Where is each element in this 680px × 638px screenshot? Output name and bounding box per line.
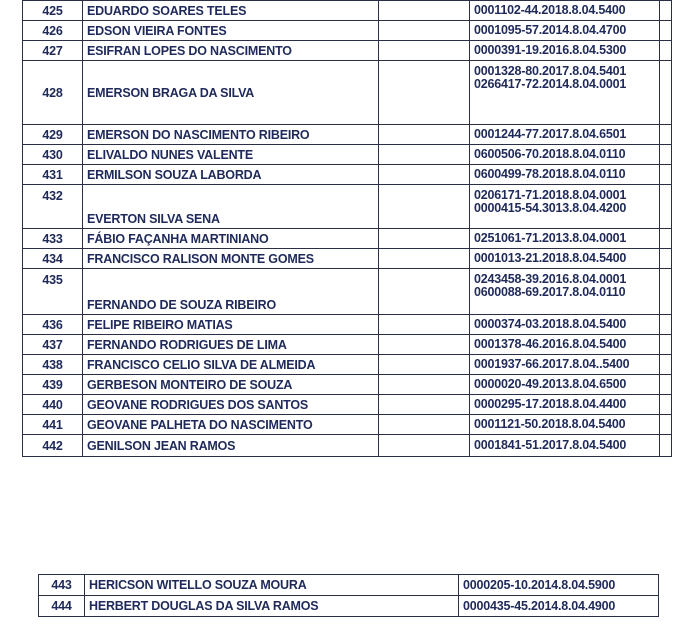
row-number: 436: [23, 315, 83, 335]
process-numbers: [470, 375, 660, 395]
records-table-continuation: [38, 574, 659, 617]
table-row: [23, 395, 672, 415]
table-row: [23, 185, 672, 229]
process-numbers: [470, 145, 660, 165]
empty-cell: [379, 415, 470, 435]
row-number: 428: [23, 61, 83, 125]
process-number: 0600088-69.2017.8.04.0110: [474, 285, 626, 299]
table-row: [23, 165, 672, 185]
empty-cell: [379, 269, 470, 315]
process-number: 0000020-49.2013.8.04.6500: [474, 377, 627, 391]
process-numbers: [470, 355, 660, 375]
table-row: [23, 415, 672, 435]
process-numbers: [470, 415, 660, 435]
empty-cell: [660, 395, 672, 415]
empty-cell: [379, 315, 470, 335]
process-number: 0001378-46.2016.8.04.5400: [474, 337, 627, 351]
records-table-main-body: [23, 1, 672, 457]
empty-cell: [379, 21, 470, 41]
process-numbers: [470, 165, 660, 185]
process-number: 0243458-39.2016.8.04.0001: [474, 272, 627, 286]
process-number: 0001102-44.2018.8.04.5400: [474, 3, 626, 17]
process-number-list: [474, 378, 655, 391]
row-number: 425: [23, 1, 83, 21]
empty-cell: [660, 61, 672, 125]
row-number: 438: [23, 355, 83, 375]
empty-cell: [660, 355, 672, 375]
process-number: 0001121-50.2018.8.04.5400: [474, 417, 626, 431]
process-number: 0001095-57.2014.8.04.4700: [474, 23, 627, 37]
process-number-list: [474, 148, 655, 161]
table-row: [23, 1, 672, 21]
process-number-list: [474, 439, 655, 452]
person-name: FERNANDO DE SOUZA RIBEIRO: [83, 269, 379, 315]
row-number: 430: [23, 145, 83, 165]
process-number-list: [474, 252, 655, 265]
empty-cell: [660, 269, 672, 315]
empty-cell: [660, 415, 672, 435]
empty-cell: [379, 165, 470, 185]
empty-cell: [660, 145, 672, 165]
person-name: EMERSON BRAGA DA SILVA: [83, 61, 379, 125]
process-numbers: [470, 335, 660, 355]
process-number: 0000205-10.2014.8.04.5900: [463, 578, 616, 592]
process-number: 0000374-03.2018.8.04.5400: [474, 317, 627, 331]
person-name: GENILSON JEAN RAMOS: [83, 435, 379, 457]
table-row: [23, 335, 672, 355]
person-name: GEOVANE PALHETA DO NASCIMENTO: [83, 415, 379, 435]
process-numbers: [470, 395, 660, 415]
person-name: FERNANDO RODRIGUES DE LIMA: [83, 335, 379, 355]
empty-cell: [379, 355, 470, 375]
table-row: [23, 125, 672, 145]
person-name: GEOVANE RODRIGUES DOS SANTOS: [83, 395, 379, 415]
process-numbers: [459, 575, 659, 596]
row-number: 444: [39, 596, 85, 617]
process-number: 0000391-19.2016.8.04.5300: [474, 43, 627, 57]
empty-cell: [660, 165, 672, 185]
table-row: [23, 41, 672, 61]
process-number: 0600506-70.2018.8.04.0110: [474, 147, 626, 161]
row-number: 435: [23, 269, 83, 315]
process-numbers: [470, 125, 660, 145]
row-number: 443: [39, 575, 85, 596]
empty-cell: [660, 21, 672, 41]
person-name: ESIFRAN LOPES DO NASCIMENTO: [83, 41, 379, 61]
table-row: [23, 315, 672, 335]
person-name: FELIPE RIBEIRO MATIAS: [83, 315, 379, 335]
row-number: 442: [23, 435, 83, 457]
person-name: GERBESON MONTEIRO DE SOUZA: [83, 375, 379, 395]
row-number: 440: [23, 395, 83, 415]
empty-cell: [379, 435, 470, 457]
process-number-list: [474, 189, 655, 215]
process-number-list: [474, 318, 655, 331]
process-number: 0600499-78.2018.8.04.0110: [474, 167, 626, 181]
process-number: 0000295-17.2018.8.04.4400: [474, 397, 627, 411]
process-number: 0251061-71.2013.8.04.0001: [474, 231, 627, 245]
row-number: 431: [23, 165, 83, 185]
process-number: 0001013-21.2018.8.04.5400: [474, 251, 627, 265]
row-number: 437: [23, 335, 83, 355]
person-name: ERMILSON SOUZA LABORDA: [83, 165, 379, 185]
process-number-list: [474, 358, 655, 371]
process-number-list: [474, 273, 655, 299]
empty-cell: [660, 125, 672, 145]
empty-cell: [379, 185, 470, 229]
process-number-list: [474, 44, 655, 57]
table-row: [39, 575, 659, 596]
records-table-continuation-body: [39, 575, 659, 617]
process-number: 0000415-54.3013.8.04.4200: [474, 201, 627, 215]
table-row: [23, 375, 672, 395]
empty-cell: [379, 1, 470, 21]
process-number: 0266417-72.2014.8.04.0001: [474, 77, 627, 91]
empty-cell: [660, 335, 672, 355]
empty-cell: [379, 249, 470, 269]
row-number: 439: [23, 375, 83, 395]
person-name: EDSON VIEIRA FONTES: [83, 21, 379, 41]
table-row: [23, 269, 672, 315]
process-number-list: [474, 128, 655, 141]
row-number: 441: [23, 415, 83, 435]
empty-cell: [379, 145, 470, 165]
table-row: [23, 229, 672, 249]
row-number: 427: [23, 41, 83, 61]
empty-cell: [379, 61, 470, 125]
empty-cell: [379, 125, 470, 145]
process-number: 0001244-77.2017.8.04.6501: [474, 127, 627, 141]
empty-cell: [660, 249, 672, 269]
process-number-list: [474, 4, 655, 17]
empty-cell: [660, 41, 672, 61]
table-row: [23, 355, 672, 375]
row-number: 433: [23, 229, 83, 249]
records-table-main: [22, 0, 672, 457]
empty-cell: [660, 375, 672, 395]
process-numbers: [470, 21, 660, 41]
table-row: [23, 145, 672, 165]
empty-cell: [660, 435, 672, 457]
process-number-list: [474, 232, 655, 245]
empty-cell: [660, 185, 672, 229]
process-number-list: [474, 338, 655, 351]
process-numbers: [459, 596, 659, 617]
empty-cell: [379, 41, 470, 61]
person-name: HERICSON WITELLO SOUZA MOURA: [85, 575, 459, 596]
process-number: 0001937-66.2017.8.04..5400: [474, 357, 630, 371]
process-numbers: [470, 1, 660, 21]
process-number: 0000435-45.2014.8.04.4900: [463, 599, 616, 613]
process-number-list: [474, 398, 655, 411]
process-number-list: [474, 418, 655, 431]
process-number-list: [474, 65, 655, 91]
process-number-list: [474, 24, 655, 37]
process-numbers: [470, 315, 660, 335]
person-name: EVERTON SILVA SENA: [83, 185, 379, 229]
process-number: 0206171-71.2018.8.04.0001: [474, 188, 627, 202]
process-number: 0001841-51.2017.8.04.5400: [474, 438, 627, 452]
process-number: 0001328-80.2017.8.04.5401: [474, 64, 627, 78]
empty-cell: [379, 335, 470, 355]
person-name: EDUARDO SOARES TELES: [83, 1, 379, 21]
table-row: [23, 21, 672, 41]
row-number: 429: [23, 125, 83, 145]
empty-cell: [660, 229, 672, 249]
person-name: FRANCISCO CELIO SILVA DE ALMEIDA: [83, 355, 379, 375]
row-number: 432: [23, 185, 83, 229]
table-row: [23, 249, 672, 269]
empty-cell: [379, 375, 470, 395]
empty-cell: [660, 1, 672, 21]
person-name: FRANCISCO RALISON MONTE GOMES: [83, 249, 379, 269]
process-numbers: [470, 435, 660, 457]
process-numbers: [470, 249, 660, 269]
person-name: ELIVALDO NUNES VALENTE: [83, 145, 379, 165]
table-row: [23, 61, 672, 125]
process-numbers: [470, 185, 660, 229]
process-numbers: [470, 229, 660, 249]
row-number: 426: [23, 21, 83, 41]
empty-cell: [379, 395, 470, 415]
empty-cell: [660, 315, 672, 335]
table-row: [39, 596, 659, 617]
process-numbers: [470, 41, 660, 61]
process-numbers: [470, 269, 660, 315]
process-numbers: [470, 61, 660, 125]
table-row: [23, 435, 672, 457]
row-number: 434: [23, 249, 83, 269]
person-name: HERBERT DOUGLAS DA SILVA RAMOS: [85, 596, 459, 617]
person-name: EMERSON DO NASCIMENTO RIBEIRO: [83, 125, 379, 145]
person-name: FÁBIO FAÇANHA MARTINIANO: [83, 229, 379, 249]
process-number-list: [474, 168, 655, 181]
empty-cell: [379, 229, 470, 249]
